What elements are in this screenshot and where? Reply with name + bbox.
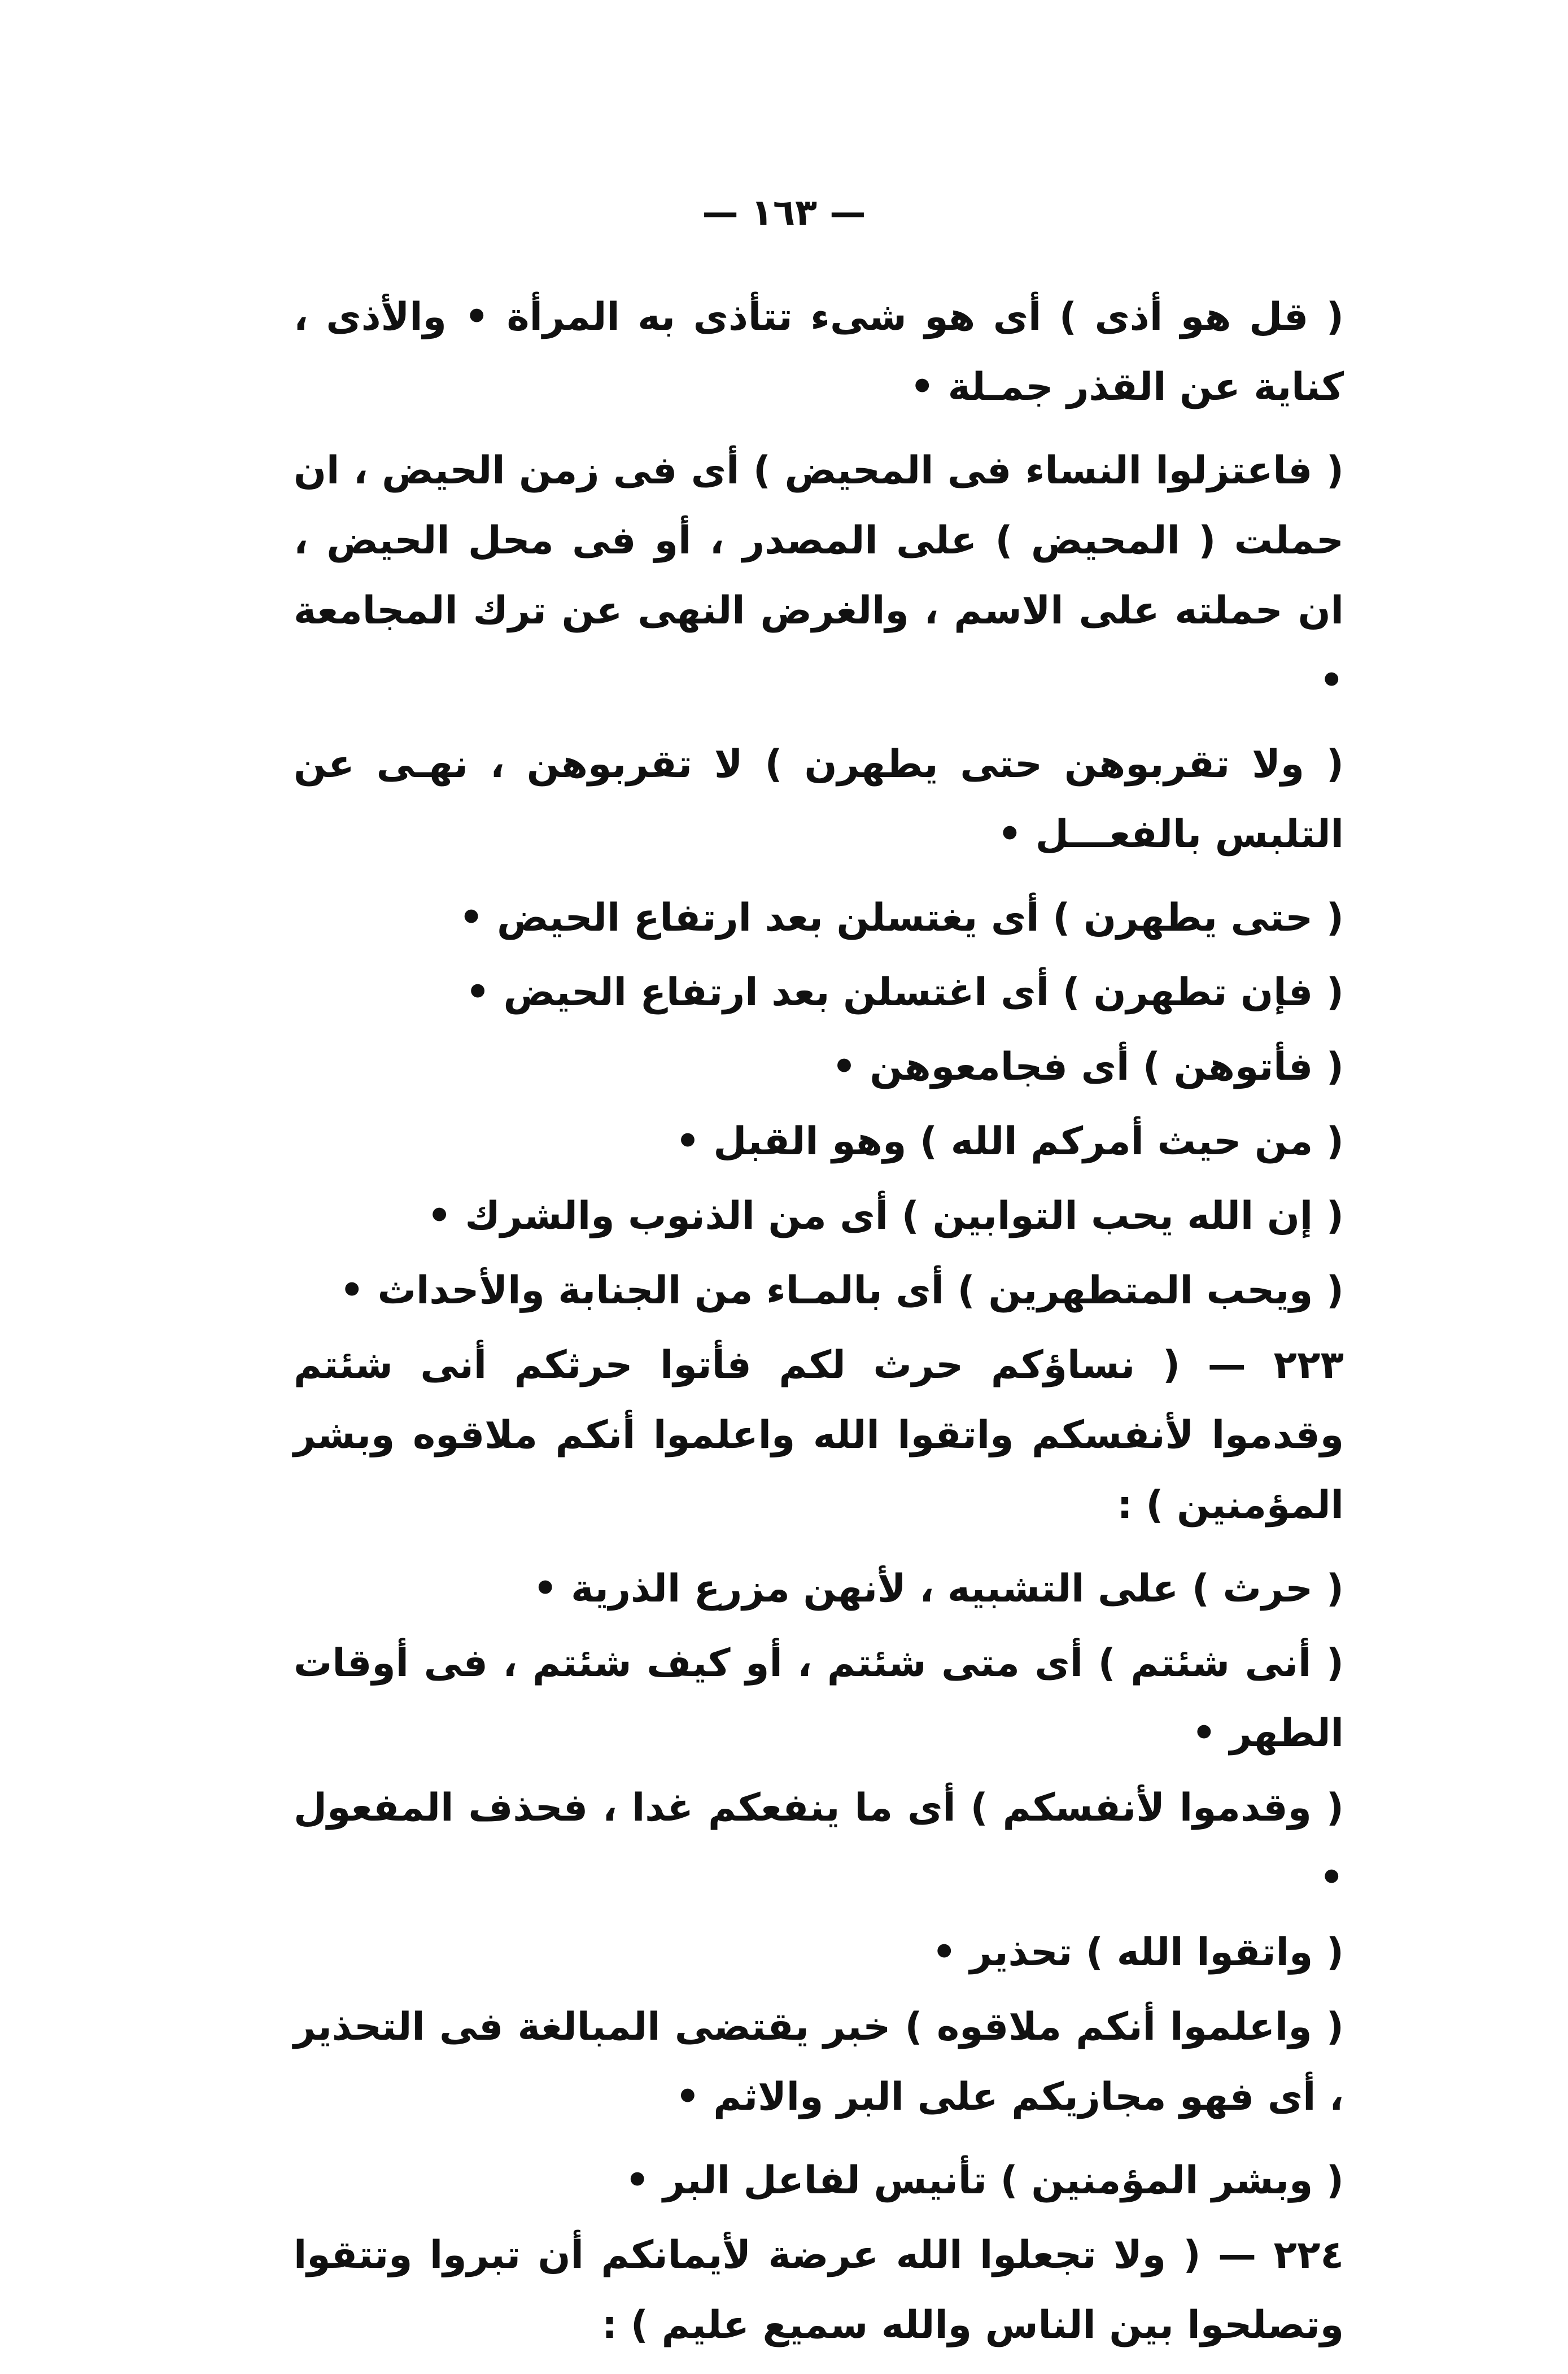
gloss-line: ( من حيث أمركم الله ) وهو القبل • bbox=[675, 1119, 1344, 1164]
gloss-line: ( حتى يطهرن ) أى يغتسلن بعد ارتفاع الحيض • bbox=[458, 896, 1344, 940]
paragraph: ( ولا تقربوهن حتى يطهرن ) لا تقربوهن ، نهـى عن التلبس بالفعـــل • bbox=[294, 742, 1344, 857]
verse-heading: ٢٢٣ — ( نساؤكم حرث لكم فأتوا حرثكم أنى شئتم وقدموا لأنفسكم واتقوا الله واعلموا أنكم ملاقوه وبشر المؤمنين ) : bbox=[294, 1343, 1344, 1528]
gloss-line: ( واتقوا الله ) تحذير • bbox=[932, 1930, 1344, 1975]
gloss-line: ( ويحب المتطهرين ) أى بالمـاء من الجنابة والأحداث • bbox=[339, 1268, 1344, 1313]
paragraph: ( قل هو أذى ) أى هو شىء تتأذى به المرأة • والأذى ، كناية عن القذر جمـلة • bbox=[294, 295, 1344, 409]
gloss-line: ( حرث ) على التشبيه ، لأنهن مزرع الذرية • bbox=[532, 1566, 1344, 1611]
gloss-line: ( وبشر المؤمنين ) تأنيس لفاعل البر • bbox=[624, 2158, 1344, 2203]
verse-heading: ٢٢٤ — ( ولا تجعلوا الله عرضة لأيمانكم أن تبروا وتتقوا وتصلحوا بين الناس والله سميع عليم ) : bbox=[294, 2233, 1344, 2347]
paragraph: ( فاعتزلوا النساء فى المحيض ) أى فى زمن الحيض ، ان حملت ( المحيض ) على المصدر ، أو فى محل الحيض ، ان حملته على الاسم ، والغرض النهى عن ترك المجامعة • bbox=[294, 448, 1344, 703]
gloss-line: ( فأتوهن ) أى فجامعوهن • bbox=[832, 1045, 1344, 1089]
gloss-line: ( إن الله يحب التوابين ) أى من الذنوب والشرك • bbox=[427, 1194, 1344, 1238]
page-body bbox=[294, 282, 1344, 2374]
page-number: — ١٦٣ — bbox=[702, 192, 866, 234]
paragraph: ( واعلموا أنكم ملاقوه ) خبر يقتضى المبالغة فى التحذير ، أى فهو مجازيكم على البر والاثم • bbox=[294, 2005, 1344, 2119]
gloss-line: ( فإن تطهرن ) أى اغتسلن بعد ارتفاع الحيض • bbox=[465, 970, 1344, 1015]
gloss-line: ( أنى شئتم ) أى متى شئتم ، أو كيف شئتم ، فى أوقات الطهر • bbox=[294, 1641, 1344, 1756]
gloss-line: ( وقدموا لأنفسكم ) أى ما ينفعكم غدا ، فحذف المفعول • bbox=[294, 1786, 1344, 1900]
